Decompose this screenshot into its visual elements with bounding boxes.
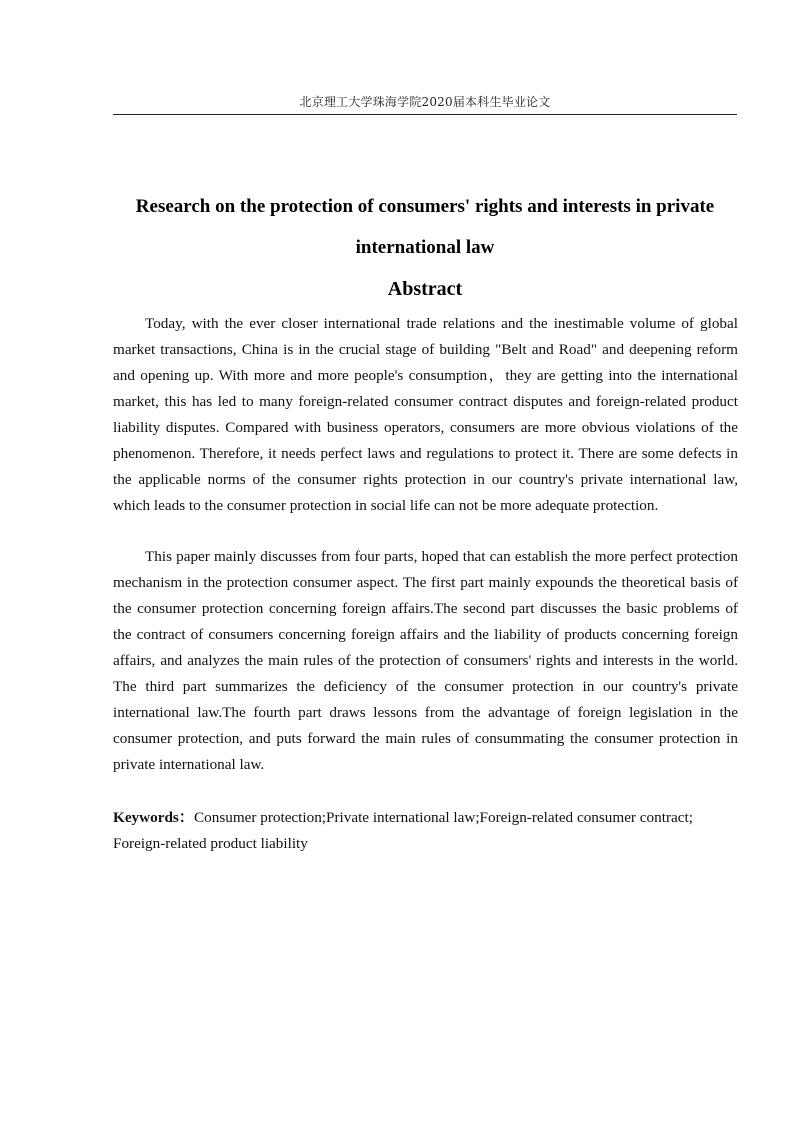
keywords-text: Consumer protection;Private international law;Foreign-related consumer contract; Foreign-related product liability [113,809,693,852]
title-line-2: international law [355,237,495,258]
page-header: 北京理工大学珠海学院2020届本科生毕业论文 [299,95,551,109]
title-line-1: Research on the protection of consumers' rights and interests in private [135,196,715,217]
keywords-label: Keywords： [113,809,194,826]
abstract-paragraph-2: This paper mainly discusses from four parts, hoped that can establish the more perfect protection mechanism in the protection consumer aspect. The first part mainly expounds the theoretical basis of the consumer protection concerning foreign affairs.The second part discusses the basic problems of the contract of consumers concerning foreign affairs and the liability of products concerning foreign affairs, and analyzes the main rules of the protection of consumers' rights and interests in the world. The third part summarizes the deficiency of the consumer protection in our country's private international law.The fourth part draws lessons from the advantage of foreign legislation in the consumer protection, and puts forward the main rules of consummating the consumer protection in private international law. [113,548,738,773]
abstract-heading: Abstract [387,278,463,300]
keywords-section [113,805,738,857]
abstract-paragraph-1: Today, with the ever closer international trade relations and the inestimable volume of global market transactions, China is in the crucial stage of building "Belt and Road" and deepening reform and opening up. With more and more people's consumption，they are getting into the international market, this has led to many foreign-related consumer contract disputes and foreign-related product liability disputes. Compared with business operators, consumers are more obvious violations of the phenomenon. Therefore, it needs perfect laws and regulations to protect it. There are some defects in the applicable norms of the consumer rights protection in our country's private international law, which leads to the consumer protection in social life can not be more adequate protection. [113,315,738,514]
header-divider [113,114,737,115]
